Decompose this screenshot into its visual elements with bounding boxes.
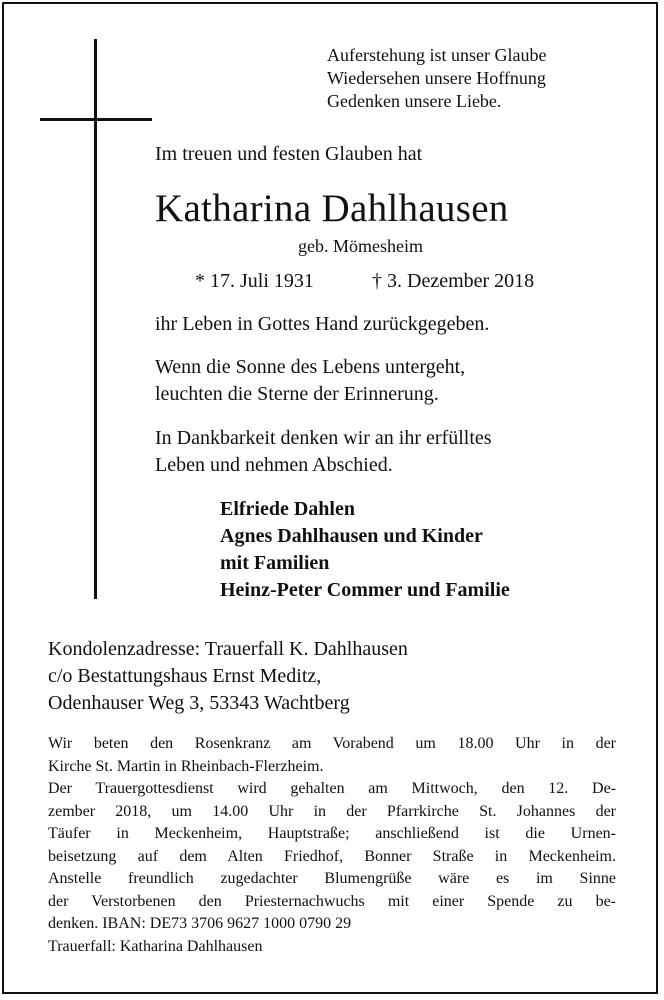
motto-line: Wiedersehen unsere Hoffnung: [327, 68, 546, 88]
address-line: Odenhauser Weg 3, 53343 Wachtberg: [48, 692, 350, 714]
text-line: Leben und nehmen Abschied.: [155, 454, 393, 476]
notice-line: denken. IBAN: DE73 3706 9627 1000 0790 29: [48, 915, 352, 932]
notice-line: der Verstorbenen den Priesternachwuchs mit einer Spende zu be-: [48, 892, 616, 910]
notice-line: beisetzung auf dem Alten Friedhof, Bonner Straße in Meckenheim.: [48, 847, 616, 865]
notice-line: Täufer in Meckenheim, Hauptstraße; anschließend ist die Urnen-: [48, 825, 616, 842]
birth-date: * 17. Juli 1931: [195, 270, 314, 292]
mourner: Elfriede Dahlen: [220, 498, 355, 520]
cross-icon-vertical: [94, 39, 97, 599]
deceased-name: Katharina Dahlhausen: [155, 187, 509, 230]
text-line: ihr Leben in Gottes Hand zurückgegeben.: [155, 313, 490, 335]
notice-line: Kirche St. Martin in Rheinbach-Flerzheim.: [48, 757, 324, 775]
motto-line: Auferstehung ist unser Glaube: [327, 45, 547, 65]
verse: [155, 354, 465, 408]
intro-text: Im treuen und festen Glauben hat: [155, 143, 423, 165]
notice-line: zember 2018, um 14.00 Uhr in der Pfarrkirche St. Johannes der: [48, 802, 616, 820]
mourner: Agnes Dahlhausen und Kinder: [220, 525, 483, 547]
motto-line: Gedenken unsere Liebe.: [327, 91, 502, 111]
notice-line: Wir beten den Rosenkranz am Vorabend um 18.00 Uhr in der: [48, 735, 616, 752]
gratitude-text: [155, 425, 492, 479]
death-date: † 3. Dezember 2018: [372, 270, 535, 292]
cross-icon-horizontal: [40, 118, 152, 121]
notice-line: Der Trauergottesdienst wird gehalten am Mittwoch, den 12. De-: [48, 780, 616, 797]
address-line: Kondolenzadresse: Trauerfall K. Dahlhausen: [48, 638, 408, 660]
returned-text: [155, 311, 489, 338]
notice-line: Anstelle freundlich zugedachter Blumengrüße wäre es im Sinne: [48, 870, 616, 887]
address-line: c/o Bestattungshaus Ernst Meditz,: [48, 665, 322, 687]
birth-name: geb. Mömesheim: [298, 236, 423, 256]
mourner: mit Familien: [220, 552, 330, 574]
mourners-list: [220, 496, 510, 604]
service-notice: [48, 733, 616, 958]
text-line: leuchten die Sterne der Erinnerung.: [155, 383, 439, 405]
text-line: Wenn die Sonne des Lebens untergeht,: [155, 356, 466, 378]
motto: [327, 44, 546, 113]
notice-line: Trauerfall: Katharina Dahlhausen: [48, 937, 263, 955]
text-line: In Dankbarkeit denken wir an ihr erfülltes: [155, 427, 492, 449]
mourner: Heinz-Peter Commer und Familie: [220, 579, 510, 601]
condolence-address: [48, 636, 408, 717]
